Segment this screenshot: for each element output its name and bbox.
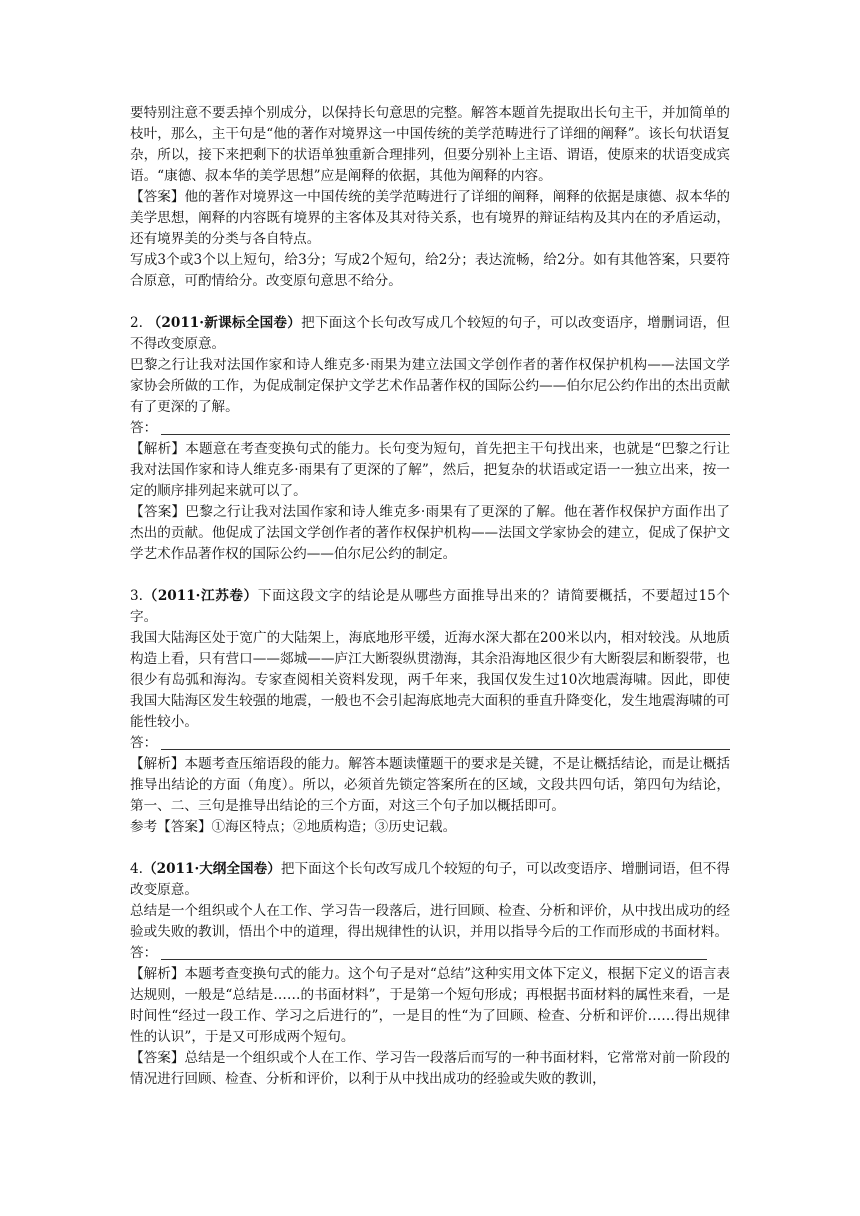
question-number: 4. bbox=[130, 861, 143, 877]
question-2-header bbox=[130, 313, 730, 355]
question-2-answer: 【答案】巴黎之行让我对法国作家和诗人维克多·雨果有了更深的了解。他在著作权保护方面作出了杰出的贡献。他促成了法国文学创作者的著作权保护机构——法国文学家协会的建立，促成了保护文学艺术作品著作权的国际公约——伯尔尼公约的制定。 bbox=[130, 504, 730, 562]
scoring-note: 写成3个或3个以上短句，给3分；写成2个短句，给2分；表达流畅，给2分。如有其他答案，只要符合原意，可酌情给分。改变原句意思不给分。 bbox=[130, 252, 730, 289]
question-source: （2011·江苏卷） bbox=[142, 588, 258, 604]
question-3-answer: 参考【答案】①海区特点；②地质构造；③历史记载。 bbox=[130, 819, 457, 835]
question-4-material: 总结是一个组织或个人在工作、学习告一段落后，进行回顾、检查、分析和评价，从中找出成功的经验或失败的教训，悟出个中的道理，得出规律性的认识，并用以指导今后的工作而形成的书面材料。 bbox=[130, 903, 730, 940]
question-3-material: 我国大陆海区处于宽广的大陆架上，海底地形平缓，近海水深大都在200米以内，相对较浅。从地质构造上看，只有营口——郯城——庐江大断裂纵贯渤海，其余沿海地区很少有大断裂层和断裂带，也很少有岛弧和海沟。专家查阅相关资料发现，两千年来，我国仅发生过10次地震海啸。因此，即使我国大陆海区发生较强的地震，一般也不会引起海底地壳大面积的垂直升降变化，发生地震海啸的可能性较小。 bbox=[130, 630, 730, 730]
question-2-analysis: 【解析】本题意在考查变换句式的能力。长句变为短句，首先把主干句找出来，也就是“巴黎之行让我对法国作家和诗人维克多·雨果有了更深的了解”，然后，把复杂的状语或定语一一独立出来，按一定的顺序排列起来就可以了。 bbox=[130, 441, 730, 499]
question-3-header bbox=[130, 586, 730, 628]
question-source: （2011·大纲全国卷） bbox=[142, 861, 281, 877]
question-4-header bbox=[130, 859, 730, 901]
question-prompt: 把下面这个长句改写成几个较短的句子，可以改变语序，增删词语，但不得改变原意。 bbox=[130, 315, 730, 352]
answer-line-3 bbox=[130, 733, 730, 754]
question-number: 2. bbox=[130, 315, 143, 331]
question-2-material: 巴黎之行让我对法国作家和诗人维克多·雨果为建立法国文学创作者的著作权保护机构——法国文学家协会所做的工作，为促成制定保护文学艺术作品著作权的国际公约——伯尔尼公约作出的杰出贡献有了更深的了解。 bbox=[130, 357, 730, 415]
question-prompt: 下面这段文字的结论是从哪些方面推导出来的？请简要概括，不要超过15个字。 bbox=[130, 588, 730, 625]
answer-label: 答： bbox=[130, 945, 158, 961]
answer-blank[interactable] bbox=[161, 420, 730, 435]
question-source: （2011·新课标全国卷） bbox=[147, 315, 302, 331]
answer-line-2 bbox=[130, 418, 730, 439]
answer-blank[interactable] bbox=[161, 945, 707, 960]
question-4-analysis: 【解析】本题考查变换句式的能力。这个句子是对“总结”这种实用文体下定义，根据下定义的语言表达规则，一般是“总结是……的书面材料”，于是第一个短句形成；再根据书面材料的属性来看，一是时间性“经过一段工作、学习之后进行的”，一是目的性“为了回顾、检查、分析和评价……得出规律性的认识”，于是又可形成两个短句。 bbox=[130, 966, 730, 1045]
answer-label: 答： bbox=[130, 420, 158, 436]
question-4-answer: 【答案】总结是一个组织或个人在工作、学习告一段落后而写的一种书面材料，它常常对前一阶段的情况进行回顾、检查、分析和评价，以利于从中找出成功的经验或失败的教训， bbox=[130, 1050, 730, 1087]
answer-blank[interactable] bbox=[161, 735, 730, 750]
analysis-tail: 要特别注意不要丢掉个别成分，以保持长句意思的完整。解答本题首先提取出长句主干，并加简单的枝叶，那么，主干句是“他的著作对境界这一中国传统的美学范畴进行了详细的阐释”。该长句状语复杂，所以，接下来把剩下的状语单独重新合理排列，但要分别补上主语、谓语，使原来的状语变成宾语。“康德、叔本华的美学思想”应是阐释的依据，其他为阐释的内容。 bbox=[130, 105, 730, 184]
answer-label: 答： bbox=[130, 735, 158, 751]
document-page bbox=[130, 103, 730, 1090]
question-prompt: 把下面这个长句改写成几个较短的句子，可以改变语序、增删词语，但不得改变原意。 bbox=[130, 861, 730, 898]
answer-1: 【答案】他的著作对境界这一中国传统的美学范畴进行了详细的阐释，阐释的依据是康德、叔本华的美学思想，阐释的内容既有境界的主客体及其对待关系，也有境界的辩证结构及其内在的矛盾运动，还有境界美的分类与各自特点。 bbox=[130, 189, 730, 247]
answer-line-4 bbox=[130, 943, 730, 964]
question-number: 3. bbox=[130, 588, 143, 604]
question-3-analysis: 【解析】本题考查压缩语段的能力。解答本题读懂题干的要求是关键，不是让概括结论，而是让概括推导出结论的方面（角度）。所以，必须首先锁定答案所在的区域，文段共四句话，第四句为结论，第一、二、三句是推导出结论的三个方面，对这三个句子加以概括即可。 bbox=[130, 756, 730, 814]
